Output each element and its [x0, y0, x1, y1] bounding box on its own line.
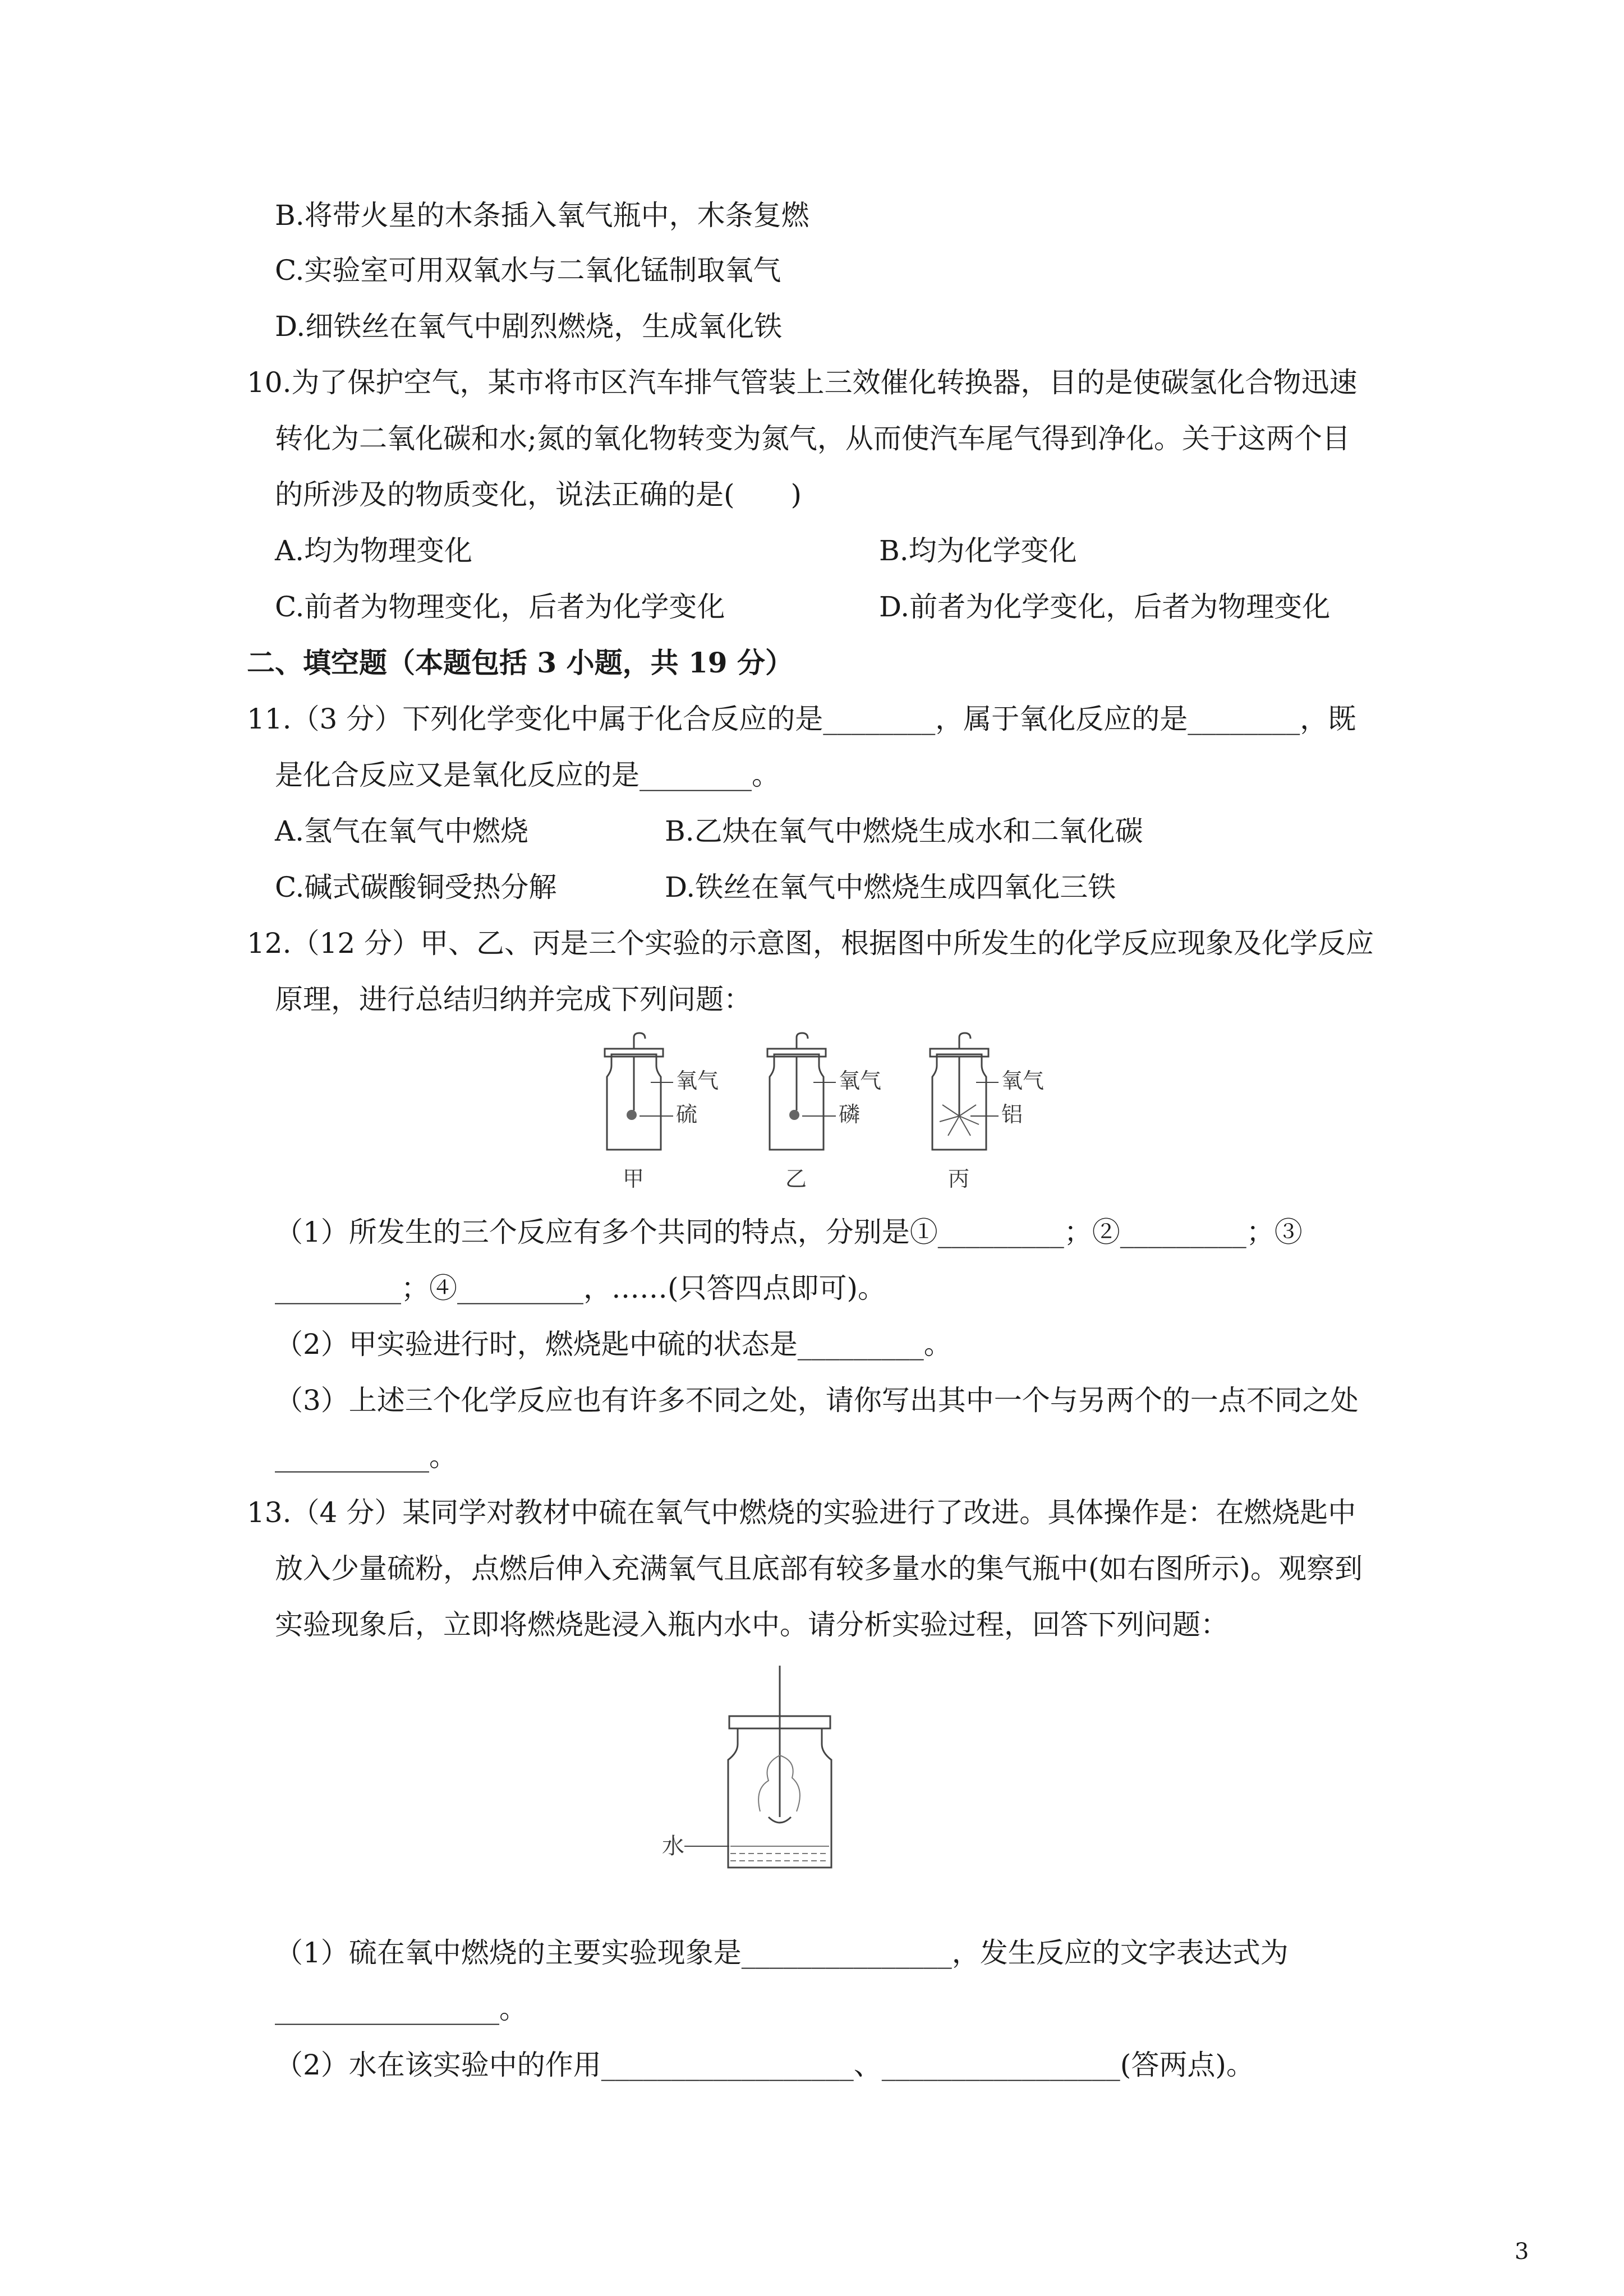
- q9-option-c: C.实验室可用双氧水与二氧化锰制取氧气: [275, 254, 781, 287]
- q10-option-c: C.前者为物理变化，后者为化学变化: [275, 591, 725, 623]
- section-heading: 二、填空题（本题包括 3 小题，共 19 分）: [247, 646, 793, 679]
- q10-stem-line1: 10.为了保护空气，某市将市区汽车排气管装上三效催化转换器，目的是使碳氢化合物迅速: [247, 366, 1358, 399]
- q11-option-a: A.氢气在氧气中燃烧: [275, 815, 529, 847]
- bottle-jia: [605, 1033, 719, 1191]
- q12-stem-line2: 原理，进行总结归纳并完成下列问题：: [275, 983, 752, 1016]
- q13-stem-line2: 放入少量硫粉，点燃后伸入充满氧气且底部有较多量水的集气瓶中(如右图所示)。观察到: [275, 1552, 1363, 1585]
- q11-stem-line1: 11.（3 分）下列化学变化中属于化合反应的是________，属于氧化反应的是________，既: [247, 703, 1356, 735]
- bottle-bing-substance-label: 铝: [1001, 1102, 1023, 1127]
- bottle-yi-caption: 乙: [785, 1167, 807, 1191]
- q12-stem-line1: 12.（12 分）甲、乙、丙是三个实验的示意图，根据图中所发生的化学反应现象及化学反应: [247, 927, 1374, 960]
- bottle-yi-gas-label: 氧气: [839, 1068, 882, 1093]
- q11-option-d: D.铁丝在氧气中燃烧生成四氧化三铁: [665, 871, 1116, 903]
- q12-sub1-line2: _________；④_________，……(只答四点即可)。: [275, 1272, 886, 1304]
- q12-sub2: （2）甲实验进行时，燃烧匙中硫的状态是_________。: [275, 1328, 952, 1361]
- q10-option-b: B.均为化学变化: [879, 534, 1077, 567]
- three-bottles-figure: [589, 1032, 1060, 1200]
- q12-sub1-line1: （1）所发生的三个反应有多个共同的特点，分别是①_________；②_________；③: [275, 1216, 1303, 1248]
- q10-option-a: A.均为物理变化: [275, 534, 473, 567]
- bottle-yi-substance-label: 磷: [839, 1102, 861, 1127]
- bottle-jia-gas-label: 氧气: [676, 1068, 719, 1093]
- q9-option-b: B.将带火星的木条插入氧气瓶中，木条复燃: [275, 199, 809, 232]
- q10-stem-line3: 的所涉及的物质变化，说法正确的是( ): [275, 478, 802, 511]
- q12-sub3-line2: ___________。: [275, 1440, 457, 1473]
- water-label: 水: [662, 1833, 684, 1859]
- q10-stem-line2: 转化为二氧化碳和水;氮的氧化物转变为氮气，从而使汽车尾气得到净化。关于这两个目: [275, 422, 1350, 455]
- page-number: 3: [1515, 2239, 1529, 2265]
- q9-option-d: D.细铁丝在氧气中剧烈燃烧，生成氧化铁: [275, 310, 783, 343]
- q11-option-c: C.碱式碳酸铜受热分解: [275, 871, 557, 903]
- q13-sub1-line2: ________________。: [275, 1993, 527, 2025]
- bottle-jia-caption: 甲: [623, 1167, 645, 1191]
- q11-option-b: B.乙炔在氧气中燃烧生成水和二氧化碳: [665, 815, 1143, 847]
- q12-sub3-line1: （3）上述三个化学反应也有许多不同之处，请你写出其中一个与另两个的一点不同之处: [275, 1384, 1359, 1417]
- bottle-bing: [930, 1033, 1044, 1191]
- q10-option-d: D.前者为化学变化，后者为物理变化: [879, 591, 1331, 623]
- q13-stem-line3: 实验现象后，立即将燃烧匙浸入瓶内水中。请分析实验过程，回答下列问题：: [275, 1608, 1229, 1641]
- bottle-bing-gas-label: 氧气: [1001, 1068, 1045, 1093]
- q13-stem-line1: 13.（4 分）某同学对教材中硫在氧气中燃烧的实验进行了改进。具体操作是：在燃烧匙中: [247, 1496, 1356, 1529]
- gas-jar-figure: [662, 1660, 864, 1896]
- bottle-bing-caption: 丙: [948, 1167, 970, 1191]
- q11-stem-line2: 是化合反应又是氧化反应的是________。: [275, 759, 780, 791]
- bottle-jia-substance-label: 硫: [676, 1102, 698, 1127]
- bottle-yi: [767, 1033, 881, 1191]
- q13-sub1-line1: （1）硫在氧中燃烧的主要实验现象是_______________，发生反应的文字表达式为: [275, 1937, 1289, 1969]
- q13-sub2: （2）水在该实验中的作用__________________、_________________(答两点)。: [275, 2049, 1254, 2081]
